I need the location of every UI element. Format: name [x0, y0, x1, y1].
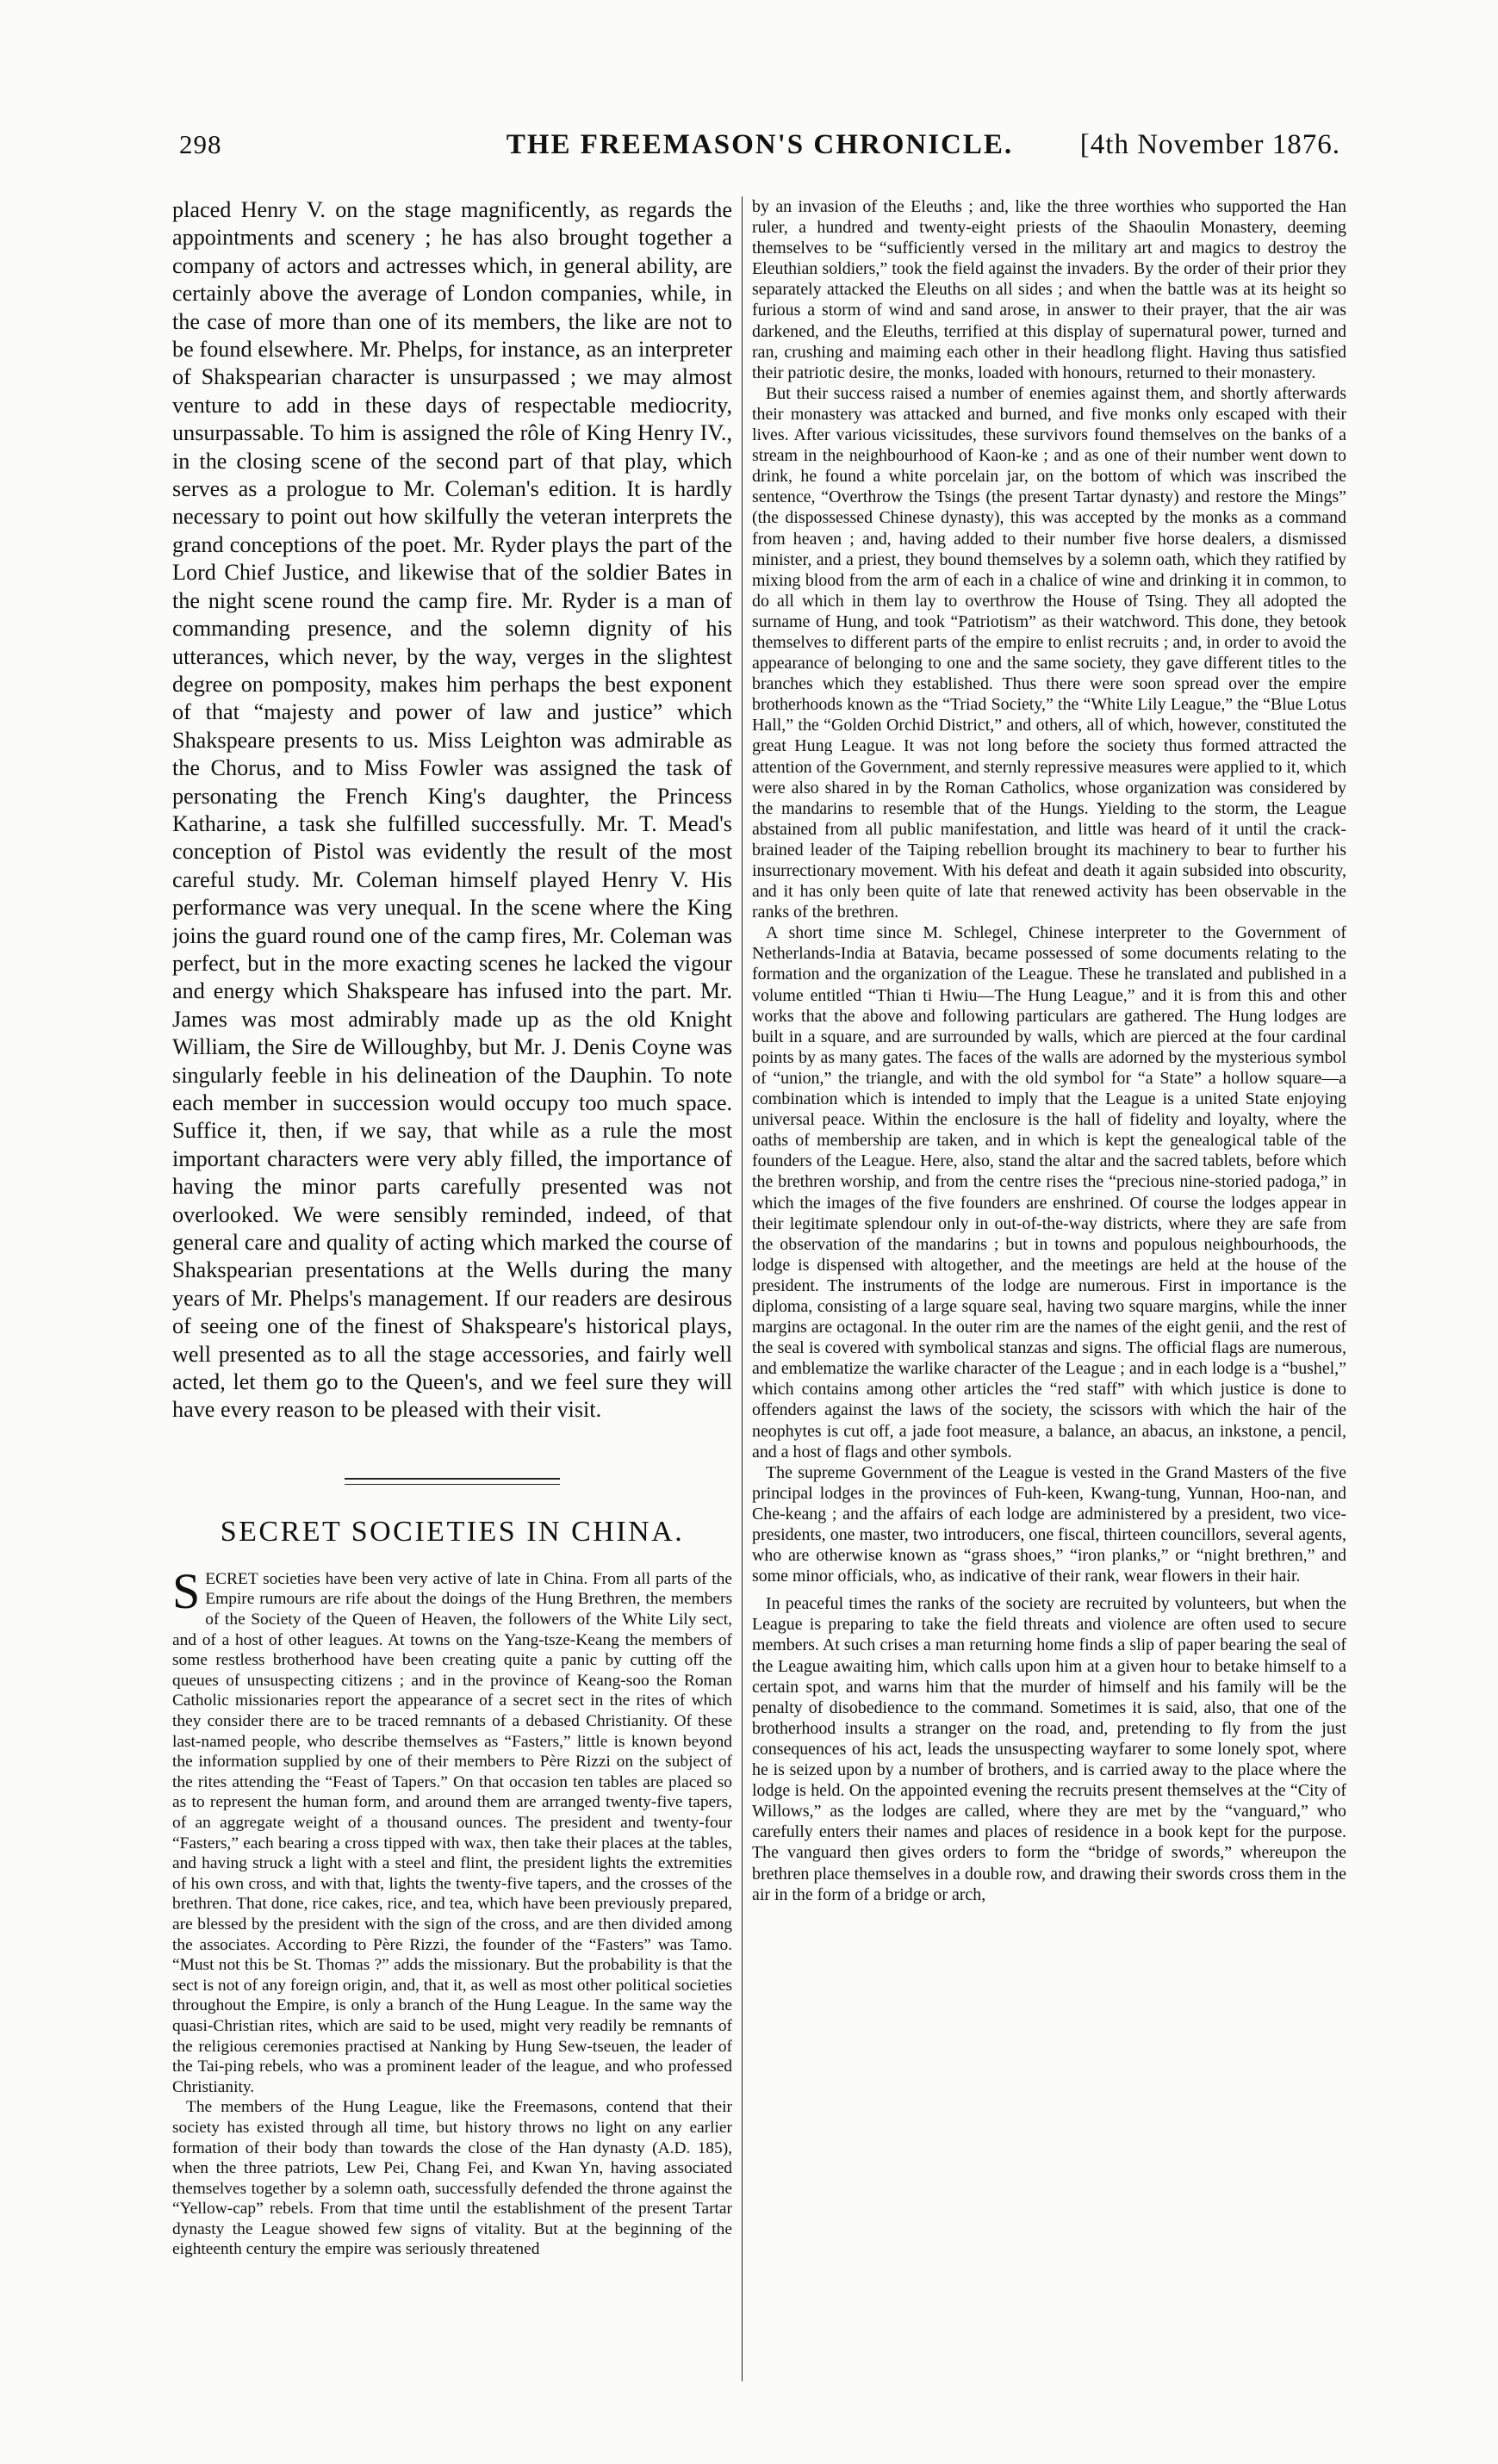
- publication-title: THE FREEMASON'S CHRONICLE.: [506, 129, 1014, 160]
- article-paragraph: The members of the Hung League, like the Freemasons, contend that their society has existed through all time, but history throws no light on any earlier formation of their body than towards the close of the Han dynasty (A.D. 185), when the three patriots, Lew Pei, Chang Fei, and Kwan Yn, having associated themselves together by a solemn oath, successfully defended the throne against the “Yellow-cap” rebels. From that time until the establishment of the present Tartar dynasty the League showed few signs of vitality. But at the beginning of the eighteenth century the empire was seriously threatened: [172, 2098, 732, 2259]
- article-heading: SECRET SOCIETIES IN CHINA.: [220, 1515, 685, 1548]
- article-paragraph: by an invasion of the Eleuths ; and, like the three worthies who supported the Han ruler, a hundred and twenty-eight priests of the Shaoulin Monastery, deeming themselves to be “sufficiently versed in the military art and magics to destroy the Eleuthian soldiers,” took the field against the invaders. By the order of their prior they separately attacked the Eleuths on all sides ; and when the battle was at its height so furious a storm of wind and sand arose, in answer to their prayer, that the air was darkened, and the Eleuths, terrified at this display of supernatural power, turned and ran, crushing and maiming each other in their headlong flight. Having thus satisfied their patriotic desire, the monks, loaded with honours, returned to their monastery.: [752, 197, 1346, 382]
- drop-cap: S: [172, 1562, 201, 1619]
- article-paragraph: In peaceful times the ranks of the society are recruited by volunteers, but when the League is preparing to take the field threats and violence are often used to secure members. At such crises a man returning home finds a slip of paper bearing the seal of the League awaiting him, which calls upon him at a given hour to betake himself to a certain spot, and warns him that the murder of himself and his family will be the penalty of disobedience to the command. Sometimes it is said, also, that one of the brotherhood insults a stranger on the road, and, pretending to fly from the just consequences of his act, leads the unsuspecting wayfarer to some lonely spot, where he is seized upon by a number of brothers, and is carried away to the place where the lodge is held. On the appointed evening the recruits present themselves at the “City of Willows,” as the lodges are called, where they are met by the “vanguard,” who carefully enters their names and places of residence in a book kept for the purpose. The vanguard then gives orders to form the “bridge of swords,” whereupon the brethren place themselves in a double row, and drawing their swords cross them in the air in the form of a bridge or arch,: [752, 1594, 1346, 1904]
- right-column: [752, 196, 1346, 2381]
- section-separator: [172, 1478, 732, 1485]
- review-paragraph: placed Henry V. on the stage magnificently, as regards the appointments and scenery ; he has also brought together a company of actors and actresses which, in general ability, are certainly above the average of London companies, while, in the case of more than one of its members, the like are not to be found elsewhere. Mr. Phelps, for instance, as an interpreter of Shakspearian character is unsurpassed ; we may almost venture to add in these days of respectable mediocrity, unsurpassable. To him is assigned the rôle of King Henry IV., in the closing scene of the second part of that play, which serves as a prologue to Mr. Coleman's edition. It is hardly necessary to point out how skilfully the veteran interprets the grand conceptions of the poet. Mr. Ryder plays the part of the Lord Chief Justice, and likewise that of the soldier Bates in the night scene round the camp fire. Mr. Ryder is a man of commanding presence, and the solemn dignity of his utterances, which never, by the way, verges in the slightest degree on pomposity, makes him perhaps the best exponent of that “majesty and power of law and justice” which Shakspeare presents to us. Miss Leighton was admirable as the Chorus, and to Miss Fowler was assigned the task of personating the French King's daughter, the Princess Katharine, a task she fulfilled successfully. Mr. T. Mead's conception of Pistol was evidently the result of the most careful study. Mr. Coleman himself played Henry V. His performance was very unequal. In the scene where the King joins the guard round one of the camp fires, Mr. Coleman was perfect, but in the more exacting scenes he lacked the vigour and energy which Shakspeare has infused into the part. Mr. James was most admirably made up as the old Knight William, the Sire de Willoughby, but Mr. J. Denis Coyne was singularly feeble in his delineation of the Dauphin. To note each member in succession would occupy too much space. Suffice it, then, if we say, that while as a rule the most important characters were very ably filled, the importance of having the minor parts carefully presented was not overlooked. We were sensibly reminded, indeed, of that general care and quality of acting which marked the course of Shakspearian presentations at the Wells during the many years of Mr. Phelps's management. If our readers are desirous of seeing one of the finest of Shakspeare's historical plays, well presented as to all the stage accessories, and fairly well acted, let them go to the Queen's, and we feel sure they will have every reason to be pleased with their visit.: [172, 197, 732, 1423]
- column-divider: [742, 196, 743, 2381]
- article-paragraph: But their success raised a number of enemies against them, and shortly afterwards their monastery was attacked and burned, and five monks only escaped with their lives. After various vicissitudes, these survivors found themselves on the banks of a stream in the neighbourhood of Kaon-ke ; and as one of their number went down to drink, he found a white porcelain jar, on the bottom of which was inscribed the sentence, “Overthrow the Tsings (the present Tartar dynasty) and restore the Mings” (the dispossessed Chinese dynasty), this was accepted by the monks as a command from heaven ; and, having added to their number five horse dealers, a dismissed minister, and a priest, they bound themselves by a solemn oath, which they ratified by mixing blood from the arm of each in a chalice of wine and drinking it in common, to do all which in them lay to overthrow the House of Tsing. They all adopted the surname of Hung, and took “Patriotism” as their watchword. This done, they betook themselves to different parts of the empire to enlist recruits ; and, in order to avoid the appearance of belonging to one and the same society, they gave different titles to the branches which they established. Thus there were soon spread over the empire brotherhoods known as the “Triad Society,” the “White Lily League,” the “Blue Lotus Hall,” the “Golden Orchid District,” and others, all of which, however, constituted the great Hung League. It was not long before the society thus formed attracted the attention of the Government, and sternly repressive measures were applied to it, which were also shared in by the Roman Catholics, whose organization was considered by the mandarins to resemble that of the Hungs. Yielding to the storm, the League abstained from all public manifestation, and little was heard of it until the crack-brained leader of the Taiping rebellion brought its machinery to bear to further his insurrectionary movement. With his defeat and death it again subsided into obscurity, and it has only been quite of late that renewed activity has been observable in the ranks of the brethren.: [752, 383, 1346, 922]
- article-paragraph: A short time since M. Schlegel, Chinese interpreter to the Government of Netherlands-India at Batavia, became possessed of some documents relating to the formation and the organization of the League. These he translated and published in a volume entitled “Thian ti Hwiu—The Hung League,” and it is from this and other works that the above and following particulars are gathered. The Hung lodges are built in a square, and are surrounded by walls, which are pierced at the four cardinal points by as many gates. The faces of the walls are adorned by the mysterious symbol of “union,” the triangle, and with the old symbol for “a State” a hollow square—a combination which is intended to imply that the League is a united State enjoying universal peace. Within the enclosure is the hall of fidelity and loyalty, where the oaths of membership are taken, and in which is kept the genealogical table of the founders of the League. Here, also, stand the altar and the sacred tablets, before which the brethren worship, and from the centre rises the “precious nine-storied padoga,” in which the images of the five founders are enshrined. Of course the lodges appear in their legitimate splendour only in out-of-the-way districts, where they are safe from the observation of the mandarins ; but in towns and populous neighbourhoods, the lodge is dispensed with altogether, and the meetings are held at the house of the president. The instruments of the lodge are numerous. First in importance is the diploma, consisting of a large square seal, having two square margins, while the inner margins are octagonal. In the outer rim are the names of the eight genii, and the rest of the seal is covered with symbolical stanzas and signs. The official flags are numerous, and emblematize the warlike character of the League ; and in each lodge is a “bushel,” which contains among other articles the “red staff” with which justice is done to offenders against the laws of the society, the scissors with which the hair of the neophytes is cut off, a jade foot measure, a balance, an abacus, an inkstone, a pencil, and a host of flags and other symbols.: [752, 923, 1346, 1462]
- article-paragraph-text: ECRET societies have been very active of late in China. From all parts of the Empire rumours are rife about the doings of the Hung Brethren, the members of the Society of the Queen of Heaven, the followers of the White Lily sect, and of a host of other leagues. At towns on the Yang-tsze-Keang the members of some restless brotherhood have been creating quite a panic by cutting off the queues of unsuspecting citizens ; and in the province of Keang-soo the Roman Catholic missionaries report the appearance of a secret sect in the rites of which they consider there are to be traced remnants of a debased Christianity. Of these last-named people, who describe themselves as “Fasters,” little is known beyond the information supplied by one of their members to Père Rizzi on the subject of the rites attending the “Feast of Tapers.” On that occasion ten tables are placed so as to represent the human form, and around them are arranged twenty-five tapers, of an aggregate weight of a thousand ounces. The president and twenty-four “Fasters,” each bearing a cross tipped with wax, then take their places at the tables, and having struck a light with a steel and flint, the president lights the extremities of his own cross, and with that, lights the twenty-five tapers, and the crosses of the brethren. That done, rice cakes, rice, and tea, which have been previously prepared, are blessed by the president with the sign of the cross, and are then divided among the associates. According to Père Rizzi, the founder of the “Fasters” was Tamo. “Must not this be St. Thomas ?” adds the missionary. But the probability is that the sect is not of any foreign origin, and, that it, as well as most other political societies throughout the Empire, is only a branch of the Hung League. In the same way the quasi-Christian rites, which are said to be used, might very readily be remnants of the religious ceremonies practised at Nanking by Hung Sew-tseuen, the leader of the Tai-ping rebels, who was a prominent leader of the league, and who professed Christianity.: [172, 1569, 732, 2096]
- article-paragraph: The supreme Government of the League is vested in the Grand Masters of the five principal lodges in the provinces of Fuh-keen, Kwang-tung, Yunnan, Hoo-nan, and Che-keang ; and the affairs of each lodge are administered by a president, two vice-presidents, one master, two introducers, one fiscal, thirteen councillors, several agents, who are otherwise known as “grass shoes,” “iron planks,” or “night brethren,” and some minor officials, who, as indicative of their rank, wear flowers in their hair.: [752, 1462, 1346, 1586]
- page-number: 298: [179, 129, 222, 159]
- left-column: [172, 196, 732, 2381]
- issue-date: [4th November 1876.: [1079, 129, 1340, 160]
- page-header: [179, 129, 1340, 184]
- article-paragraph: [172, 1562, 732, 2097]
- theatre-review: [172, 196, 732, 1424]
- article-body: [172, 1562, 732, 2260]
